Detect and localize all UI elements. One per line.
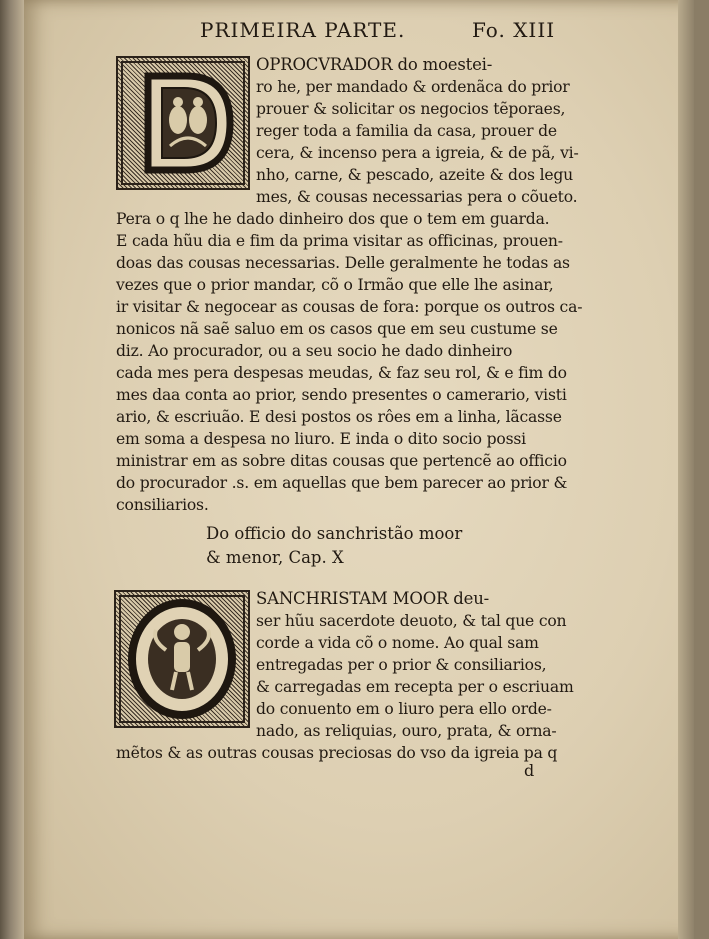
text-line: cera, & incenso pera a igreia, & de pã, vi- [256,144,579,162]
text-line: do procurador .s. em aquellas que bem parecer ao prior & [116,474,568,492]
text-line: nonicos nã saẽ saluo em os casos que em seu custume se [116,320,558,338]
text-line: cada mes pera despesas meudas, & faz seu rol, & e fim do [116,364,567,382]
text-line: corde a vida cõ o nome. Ao qual sam [256,634,539,652]
text-line: mes daa conta ao prior, sendo presentes o camerario, visti [116,386,567,404]
text-line: em soma a despesa no liuro. E inda o dito socio possi [116,430,526,448]
chapter-heading-line-2: & menor, Cap. X [206,548,344,567]
signature-mark: d [524,761,535,780]
book-gutter [0,0,26,939]
text-line: ministrar em as sobre ditas cousas que pertencẽ ao officio [116,452,567,470]
text-line: doas das cousas necessarias. Delle geralmente he todas as [116,254,570,272]
running-head [200,18,660,44]
initial-d-ornament [118,58,248,188]
text-line: vezes que o prior mandar, cõ o Irmão que elle lhe asinar, [116,276,554,294]
folio-number: Fo. XIII [472,18,556,42]
text-line: entregadas per o prior & consiliarios, [256,656,547,674]
running-head-title: PRIMEIRA PARTE. [200,18,406,42]
text-line: mes, & cousas necessarias pera o cõueto. [256,188,578,206]
text-line: SANCHRISTAM MOOR deu- [256,589,490,608]
text-line: ser hũu sacerdote deuoto, & tal que con [256,612,567,630]
initial-o-ornament [116,592,248,726]
text-line: diz. Ao procurador, ou a seu socio he dado dinheiro [116,342,513,360]
text-line: prouer & solicitar os negocios tẽporaes, [256,100,566,118]
text-line: & carregadas em recepta per o escriuam [256,678,574,696]
text-line: Pera o q lhe he dado dinheiro dos que o tem em guarda. [116,210,550,228]
text-line: ario, & escriuão. E desi postos os rôes em a linha, lãcasse [116,408,562,426]
chapter-heading-line-1: Do officio do sanchristão moor [206,524,463,543]
page-edge [678,0,694,939]
text-line: nado, as reliquias, ouro, prata, & orna- [256,722,557,740]
decorated-initial-o [114,590,250,728]
text-line: OPROCVRADOR do moestei- [256,55,493,74]
text-line: nho, carne, & pescado, azeite & dos legu [256,166,574,184]
text-line: mẽtos & as outras cousas preciosas do vso da igreia pa q [116,744,558,762]
text-line: E cada hũu dia e fim da prima visitar as officinas, prouen- [116,232,563,250]
text-line: consiliarios. [116,496,209,514]
text-line: reger toda a familia da casa, prouer de [256,122,557,140]
text-line: ro he, per mandado & ordenãca do prior [256,78,570,96]
text-line: do conuento em o liuro pera ello orde- [256,700,552,718]
decorated-initial-d [116,56,250,190]
text-line: ir visitar & negocear as cousas de fora: porque os outros ca- [116,298,583,316]
